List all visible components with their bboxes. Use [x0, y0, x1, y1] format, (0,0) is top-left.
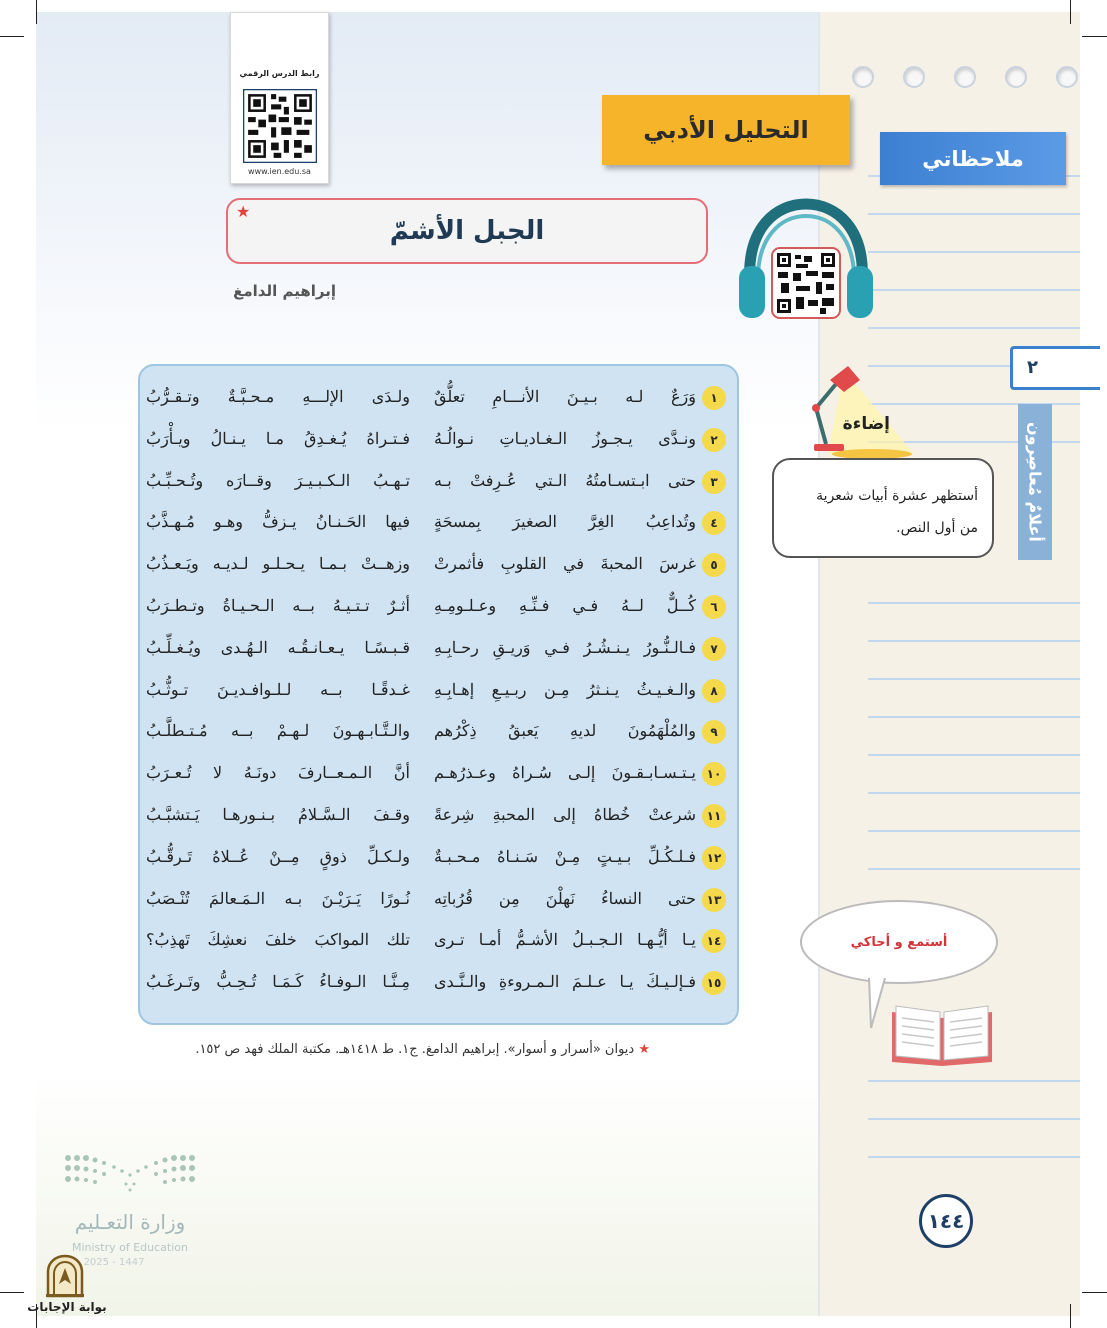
verse-first-hemistich: فـالـنُّـورُ يـنـشُـرُ فـي وَريـقِ رحـابِـهِ	[434, 637, 696, 657]
verse-row	[146, 798, 730, 836]
digital-lesson-qr-card[interactable]	[230, 12, 329, 184]
verse-row	[146, 673, 730, 711]
verse-row	[146, 422, 730, 460]
trim-mark	[1082, 1292, 1107, 1293]
trim-mark	[1082, 36, 1107, 37]
verse-second-hemistich: تلك المواكبَ خلفَ نعشِكَ تَهذِبُ؟	[146, 930, 410, 950]
verse-first-hemistich: ونـدَّى يـجـوزُ الـغـاديـاتِ نـوالُـهُ	[434, 428, 696, 448]
binder-hole	[1056, 66, 1078, 88]
footnote-text: ديوان «أسرار و أسوار». إبراهيم الدامغ. ج١. ط ١٤١٨هـ. مكتبة الملك فهد ص ١٥٢.	[195, 1042, 635, 1057]
gate-name: بوابة الإجابات	[27, 1300, 107, 1314]
verse-row	[146, 840, 730, 878]
verse-row	[146, 380, 730, 418]
verse-first-hemistich: وتُداعِبُ الغِرَّ الصغيرَ بِمسحَةٍ	[434, 512, 696, 532]
binder-hole	[903, 66, 925, 88]
verse-number: ١٥	[702, 971, 726, 995]
bubble-tail	[867, 978, 887, 1030]
verse-second-hemistich: ولـكـلِّ ذوقٍ مِــنْ عُــلاهُ تَـرقُّـبُ	[146, 846, 410, 866]
verse-number: ٥	[702, 553, 726, 577]
poem-author: إبراهيم الدامغ	[233, 282, 336, 300]
verse-second-hemistich: نُـورًا يَـرَيْـنَ بـه الـمَـعالمَ تُنْـصَبُ	[146, 888, 410, 908]
verse-first-hemistich: شرعتْ خُطاهُ إلى المحبةِ شِرعةً	[434, 805, 696, 824]
verse-second-hemistich: قـبـسًـا يـعـانـقُـه الـهُـدى ويُـغـلِّـبُ	[146, 637, 410, 657]
verse-row	[146, 965, 730, 1003]
verse-row	[146, 547, 730, 585]
verse-first-hemistich: يـتـسـابـقـونَ إلـى سُـراهُ وعـذرُهـم	[434, 763, 696, 783]
gate-logo-icon	[44, 1254, 86, 1298]
verse-row	[146, 589, 730, 627]
verse-row	[146, 464, 730, 502]
verse-number: ٨	[702, 679, 726, 703]
verse-row	[146, 505, 730, 543]
ministry-name-english: Ministry of Education	[71, 1241, 188, 1254]
listen-bubble	[800, 900, 998, 984]
verse-second-hemistich: وقـفَ الـسَّـلامُ بـنـورهـا يَـتشبَّـبُ	[146, 805, 410, 824]
verse-number: ١٣	[702, 888, 726, 912]
verse-first-hemistich: فـلـكُـلِّ بـيـتٍ مِـنْ سَـنـاهُ مـحـبـةٌ	[434, 846, 696, 866]
listen-label: أستمع و أحاكي	[850, 934, 948, 950]
verse-number: ٧	[702, 637, 726, 661]
verse-first-hemistich: حتى ابـتسـامتُهُ الـتي عُـرِفتْ بـه	[434, 470, 696, 490]
unit-number-tab: ٢	[1010, 346, 1100, 390]
verse-number: ٣	[702, 470, 726, 494]
verse-first-hemistich: غرسَ المحبةَ في القلوبِ فأثمرتْ	[434, 554, 696, 574]
star-icon: ★	[638, 1042, 650, 1057]
ministry-year: 2025 - 1447	[83, 1257, 145, 1268]
light-label: إضاءة	[842, 414, 890, 434]
verse-second-hemistich: فـتـراهُ يُـغـدِقُ مـا يـنـالُ ويـأْرَبُ	[146, 428, 410, 448]
light-tip-line: من أول النص.	[896, 520, 978, 536]
qr-caption: رابط الدرس الرقمي	[239, 69, 320, 78]
verse-number: ١١	[702, 804, 726, 828]
trim-mark	[0, 36, 24, 37]
trim-mark	[1070, 1304, 1071, 1328]
trim-mark	[1070, 0, 1071, 24]
verse-second-hemistich: فيها الحَـنـانُ يـزفُّ وهـو مُـهـذَّبُ	[146, 512, 410, 532]
trim-mark	[36, 0, 37, 24]
verse-number: ١	[702, 386, 726, 410]
trim-mark	[0, 1292, 24, 1293]
verse-second-hemistich: والـتَّـابـهـونَ لـهـمْ بــه مُـتـطلَّـبُ	[146, 721, 410, 741]
verse-row	[146, 923, 730, 961]
page-number: ١٤٤	[919, 1194, 973, 1248]
unit-name-strip	[1018, 404, 1052, 560]
verse-row	[146, 714, 730, 752]
verse-first-hemistich: حتى النساءُ نَهلْنَ مِن قُرُباتِه	[434, 888, 696, 908]
verse-number: ١٤	[702, 929, 726, 953]
verse-number: ٢	[702, 428, 726, 452]
verse-row	[146, 631, 730, 669]
verse-first-hemistich: كُــلٌّ لــهُ فـي فـنِّـهِ وعـلـومِـهِ	[434, 596, 696, 615]
verse-row	[146, 756, 730, 794]
verse-second-hemistich: غـدقًـا بــه لـلـوافـديـنَ تـوثُّـبُ	[146, 679, 410, 699]
verse-first-hemistich: فـإلـيـكَ يـا عـلـمَ الـمـروءةِ والـنَّـدى	[434, 972, 696, 992]
footnote	[138, 1042, 650, 1057]
verse-first-hemistich: وَرَعٌ لـه بـيـنَ الأنـــامِ تعلُّقٌ	[434, 387, 696, 406]
binder-holes	[852, 66, 1078, 88]
verse-number: ٦	[702, 595, 726, 619]
verse-first-hemistich: يـا أيُّـهـا الـجـبـلُ الأشـمُّ أمـا تـرى	[434, 930, 696, 950]
verse-row	[146, 882, 730, 920]
star-icon: ★	[236, 202, 251, 221]
ministry-logo-icon	[62, 1152, 200, 1198]
section-title: التحليل الأدبي	[602, 95, 850, 165]
light-tip-line: أستظهر عشرة أبيات شعرية	[816, 488, 978, 504]
ministry-name-arabic: وزارة التعـليم	[74, 1210, 186, 1234]
verse-second-hemistich: وزهــتْ بـمـا يـحـلـو لـديـه ويَـعـذُبُ	[146, 554, 410, 574]
verse-second-hemistich: أثـرٌ تـتـيـهُ بــه الـحـيـاةُ وتـطـرَبُ	[146, 596, 410, 615]
verse-second-hemistich: تـهـبُ الـكـبـيـرَ وقــارَه وتُـحـبِّـبُ	[146, 470, 410, 490]
verse-number: ٩	[702, 720, 726, 744]
poem-title: الجبل الأشمّ	[226, 198, 708, 264]
headphones-icon[interactable]	[736, 198, 876, 326]
desk-lamp-icon	[800, 362, 922, 462]
verse-first-hemistich: والمُلْهَمُونَ لديهِ يَعبقُ ذِكْرُهم	[434, 721, 696, 741]
unit-name: أعلامٌ مُعاصِرون	[1025, 422, 1045, 542]
open-book-icon	[890, 1000, 994, 1066]
qr-url[interactable]: www.ien.edu.sa	[248, 167, 311, 176]
verse-second-hemistich: ولـدَى الإلـــهِ مـحـبَّـةٌ وتـقـرُّبُ	[146, 387, 410, 406]
verse-number: ١٠	[702, 762, 726, 786]
verse-number: ١٢	[702, 846, 726, 870]
light-tip-bubble	[772, 458, 994, 558]
binder-hole	[1005, 66, 1027, 88]
verse-second-hemistich: مِـنَّـا الـوفـاءُ كَـمَـا تُـحِـبُّ وتَـرغَـبُ	[146, 972, 410, 992]
binder-hole	[954, 66, 976, 88]
qr-code-icon[interactable]	[243, 89, 317, 163]
verse-second-hemistich: أنَّ الـمـعــارفَ دونَـهُ لا تُـعـرَبُ	[146, 763, 410, 783]
binder-hole	[852, 66, 874, 88]
notes-tab: ملاحظاتي	[880, 132, 1066, 185]
verse-number: ٤	[702, 511, 726, 535]
verse-first-hemistich: والـغـيـثُ يـنـثرُ مِـن ربـيـعِ إهـابِـهِ	[434, 679, 696, 699]
